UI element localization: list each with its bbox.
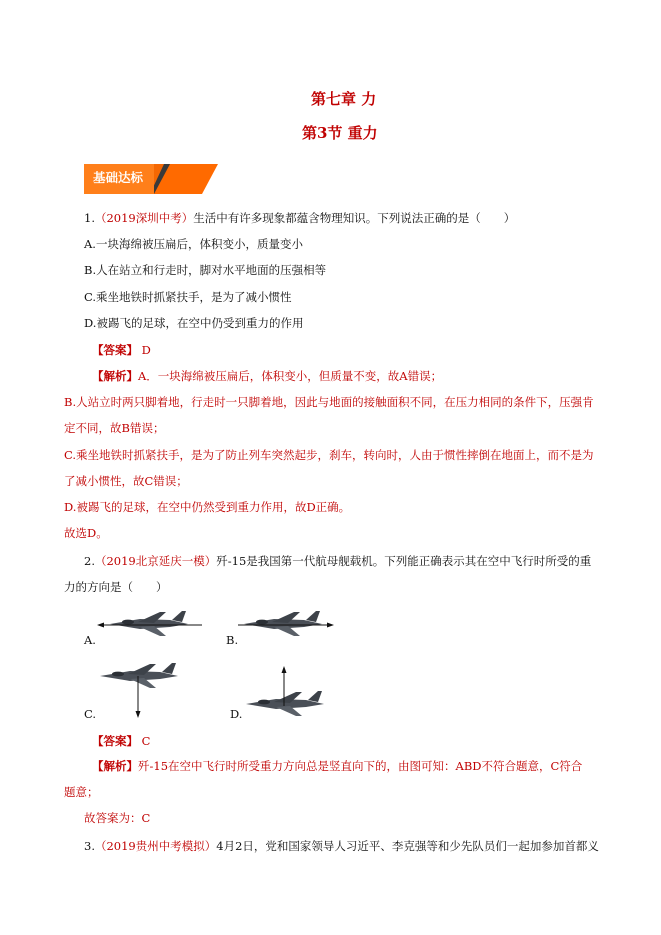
q1-analysis-line-3: 定不同，故B错误； bbox=[64, 421, 165, 435]
q2-option-d-figure bbox=[246, 664, 330, 720]
q2-option-b-figure bbox=[236, 606, 336, 640]
jet-icon bbox=[244, 611, 322, 636]
q2-line-2: 力的方向是（ ） bbox=[64, 580, 168, 594]
q2-option-b-label: B. bbox=[226, 633, 239, 647]
q2-option-d-label: D. bbox=[230, 707, 243, 721]
banner-label: 基础达标 bbox=[93, 170, 144, 185]
q1-option-c: C.乘坐地铁时抓紧扶手，是为了减小惯性 bbox=[84, 290, 292, 304]
jet-icon bbox=[246, 691, 324, 716]
q1-line bbox=[84, 210, 515, 226]
q3-line-1 bbox=[84, 838, 599, 854]
q1-option-b: B.人在站立和行走时，脚对水平地面的压强相等 bbox=[84, 263, 327, 277]
q3-source: （2019贵州中考模拟） bbox=[94, 839, 217, 853]
q1-analysis-line-2: B.人站立时两只脚着地，行走时一只脚着地，因此与地面的接触面积不同，在压力相同的条件下，压强肯 bbox=[64, 395, 594, 409]
q2-number: 2. bbox=[84, 554, 95, 568]
q1-stem: 生活中有许多现象都蕴含物理知识。下列说法正确的是（ ） bbox=[193, 211, 516, 225]
q1-analysis-line-6: D.被踢飞的足球，在空中仍然受到重力作用，故D正确。 bbox=[64, 500, 351, 514]
q2-option-c-figure bbox=[100, 660, 184, 720]
q1-answer bbox=[92, 342, 151, 358]
q2-analysis-line-1 bbox=[92, 758, 582, 774]
q2-answer-label: 【答案】 bbox=[92, 734, 138, 748]
q1-option-a: A.一块海绵被压扁后，体积变小，质量变小 bbox=[84, 237, 303, 251]
q2-analysis-line-2: 题意； bbox=[64, 785, 99, 799]
jet-icon bbox=[100, 663, 178, 688]
q2-stem-1: 歼-15是我国第一代航母舰载机。下列能正确表示其在空中飞行时所受的重 bbox=[216, 554, 592, 568]
jet-icon bbox=[110, 611, 188, 636]
q1-analysis-line-5: 了减小惯性，故C错误； bbox=[64, 474, 188, 488]
q2-option-a-figure bbox=[96, 606, 204, 640]
q1-analysis-text-1: A．一块海绵被压扁后，体积变小，但质量不变，故A错误； bbox=[138, 369, 443, 383]
q2-line-1 bbox=[84, 553, 591, 569]
q1-source: （2019深圳中考） bbox=[94, 211, 194, 225]
q1-answer-label: 【答案】 bbox=[92, 343, 138, 357]
q2-source: （2019北京延庆一模） bbox=[94, 554, 217, 568]
q1-conclusion: 故选D。 bbox=[64, 526, 108, 540]
q3-stem: 4月2日，党和国家领导人习近平、李克强等和少先队员们一起加参加首都义 bbox=[216, 839, 599, 853]
chapter-title: 第七章 力 bbox=[311, 90, 377, 108]
q1-number: 1. bbox=[84, 211, 95, 225]
q1-analysis-label: 【解析】 bbox=[92, 369, 138, 383]
q2-answer bbox=[92, 733, 150, 749]
q1-answer-value: D bbox=[141, 343, 151, 357]
q1-analysis-line-1 bbox=[92, 368, 442, 384]
q1-option-d: D.被踢飞的足球，在空中仍受到重力的作用 bbox=[84, 316, 304, 330]
q1-analysis-line-4: C.乘坐地铁时抓紧扶手，是为了防止列车突然起步，刹车，转向时，人由于惯性摔倒在地面上，而不是为 bbox=[64, 448, 594, 462]
q2-answer-value: C bbox=[141, 734, 151, 748]
q2-option-a-label: A. bbox=[84, 633, 96, 647]
q3-number: 3. bbox=[84, 839, 95, 853]
q2-analysis-text-1: 歼-15在空中飞行时所受重力方向总是竖直向下的，由图可知：ABD不符合题意，C符合 bbox=[138, 759, 583, 773]
q2-conclusion: 故答案为：C bbox=[84, 811, 151, 825]
q2-option-c-label: C. bbox=[84, 707, 97, 721]
q2-analysis-label: 【解析】 bbox=[92, 759, 138, 773]
section-title: 第3节 重力 bbox=[302, 124, 378, 142]
